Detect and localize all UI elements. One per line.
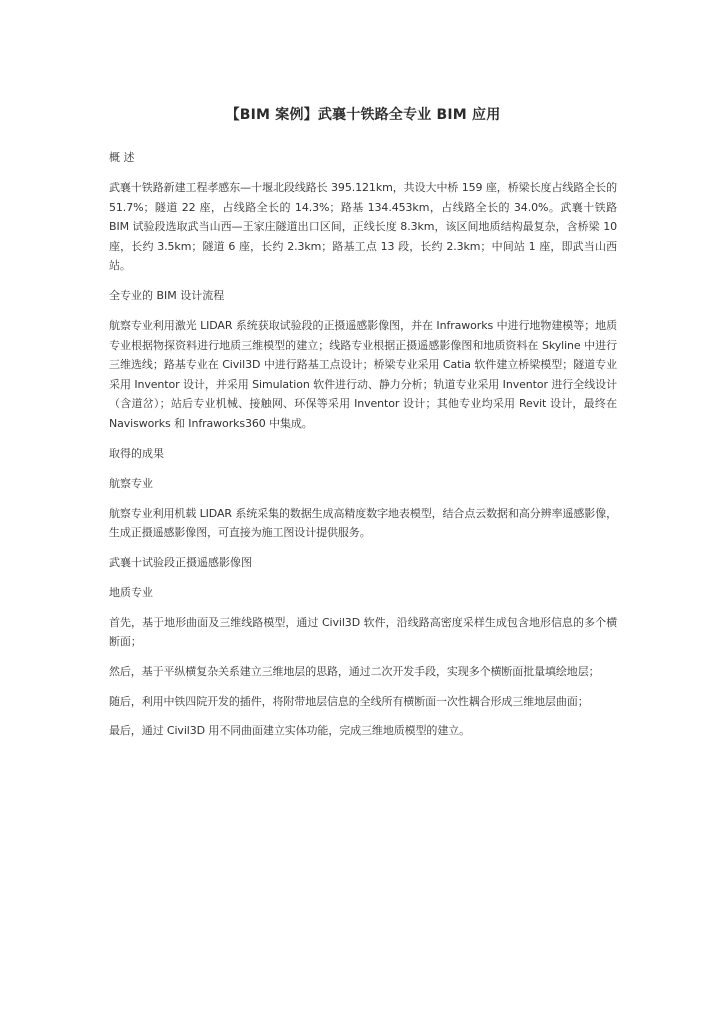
section-heading-overview: 概 述	[109, 151, 135, 164]
subheading-aerial-survey: 航察专业	[109, 476, 153, 490]
paragraph-design-process: 航察专业利用激光 LIDAR 系统获取试验段的正摄遥感影像图，并在 Infraworks 中进行地物建模等；地质专业根据物探资料进行地质三维模型的建立；线路专业根据正摄遥感影像图和地质资料在 Skyline 中进行三维选线；路基专业在 Civil3D 中进行路基工点设计；桥梁专业采用 Catia 软件建立桥梁模型；隧道专业采用 Inventor 设计，并采用 Simulation 软件进行动、静力分析；轨道专业采用 Inventor 进行全线设计（含道岔）；站后专业机械、接触网、环保等采用 Inventor 设计；其他专业均采用 Revit 设计，最终在 Navisworks 和 Infraworks360 中集成。	[109, 318, 617, 430]
figure-caption-orthophoto: 武襄十试验段正摄遥感影像图	[109, 555, 252, 569]
paragraph-geology-step1: 首先，基于地形曲面及三维线路模型，通过 Civil3D 软件，沿线路高密度采样生成包含地形信息的多个横断面；	[109, 615, 617, 649]
subheading-geology: 地质专业	[109, 585, 153, 599]
document-title: 【BIM 案例】武襄十铁路全专业 BIM 应用	[225, 107, 501, 123]
section-heading-results: 取得的成果	[109, 446, 164, 460]
paragraph-aerial-survey: 航察专业利用机载 LIDAR 系统采集的数据生成高精度数字地表模型，结合点云数据和高分辨率遥感影像，生成正摄遥感影像图，可直接为施工图设计提供服务。	[109, 506, 617, 540]
document-page	[109, 104, 617, 751]
paragraph-geology-step2: 然后，基于平纵横复杂关系建立三维地层的思路，通过二次开发手段，实现多个横断面批量填绘地层；	[109, 664, 600, 678]
paragraph-geology-step4: 最后，通过 Civil3D 用不同曲面建立实体功能，完成三维地质模型的建立。	[109, 724, 471, 738]
paragraph-geology-step3: 随后，利用中铁四院开发的插件，将附带地层信息的全线所有横断面一次性耦合形成三维地层曲面；	[109, 694, 589, 708]
section-heading-design-process: 全专业的 BIM 设计流程	[109, 288, 225, 302]
paragraph-overview: 武襄十铁路新建工程孝感东—十堰北段线路长 395.121km，共设大中桥 159 座，桥梁长度占线路全长的 51.7%；隧道 22 座，占线路全长的 14.3%；路基 134.453km，占线路全长的 34.0%。武襄十铁路 BIM 试验段选取武当山西—王家庄隧道出口区间，正线长度 8.3km，该区间地质结构最复杂，含桥梁 10 座，长约 3.5km；隧道 6 座，长约 2.3km；路基工点 13 段，长约 2.3km；中间站 1 座，即武当山西站。	[109, 181, 617, 273]
